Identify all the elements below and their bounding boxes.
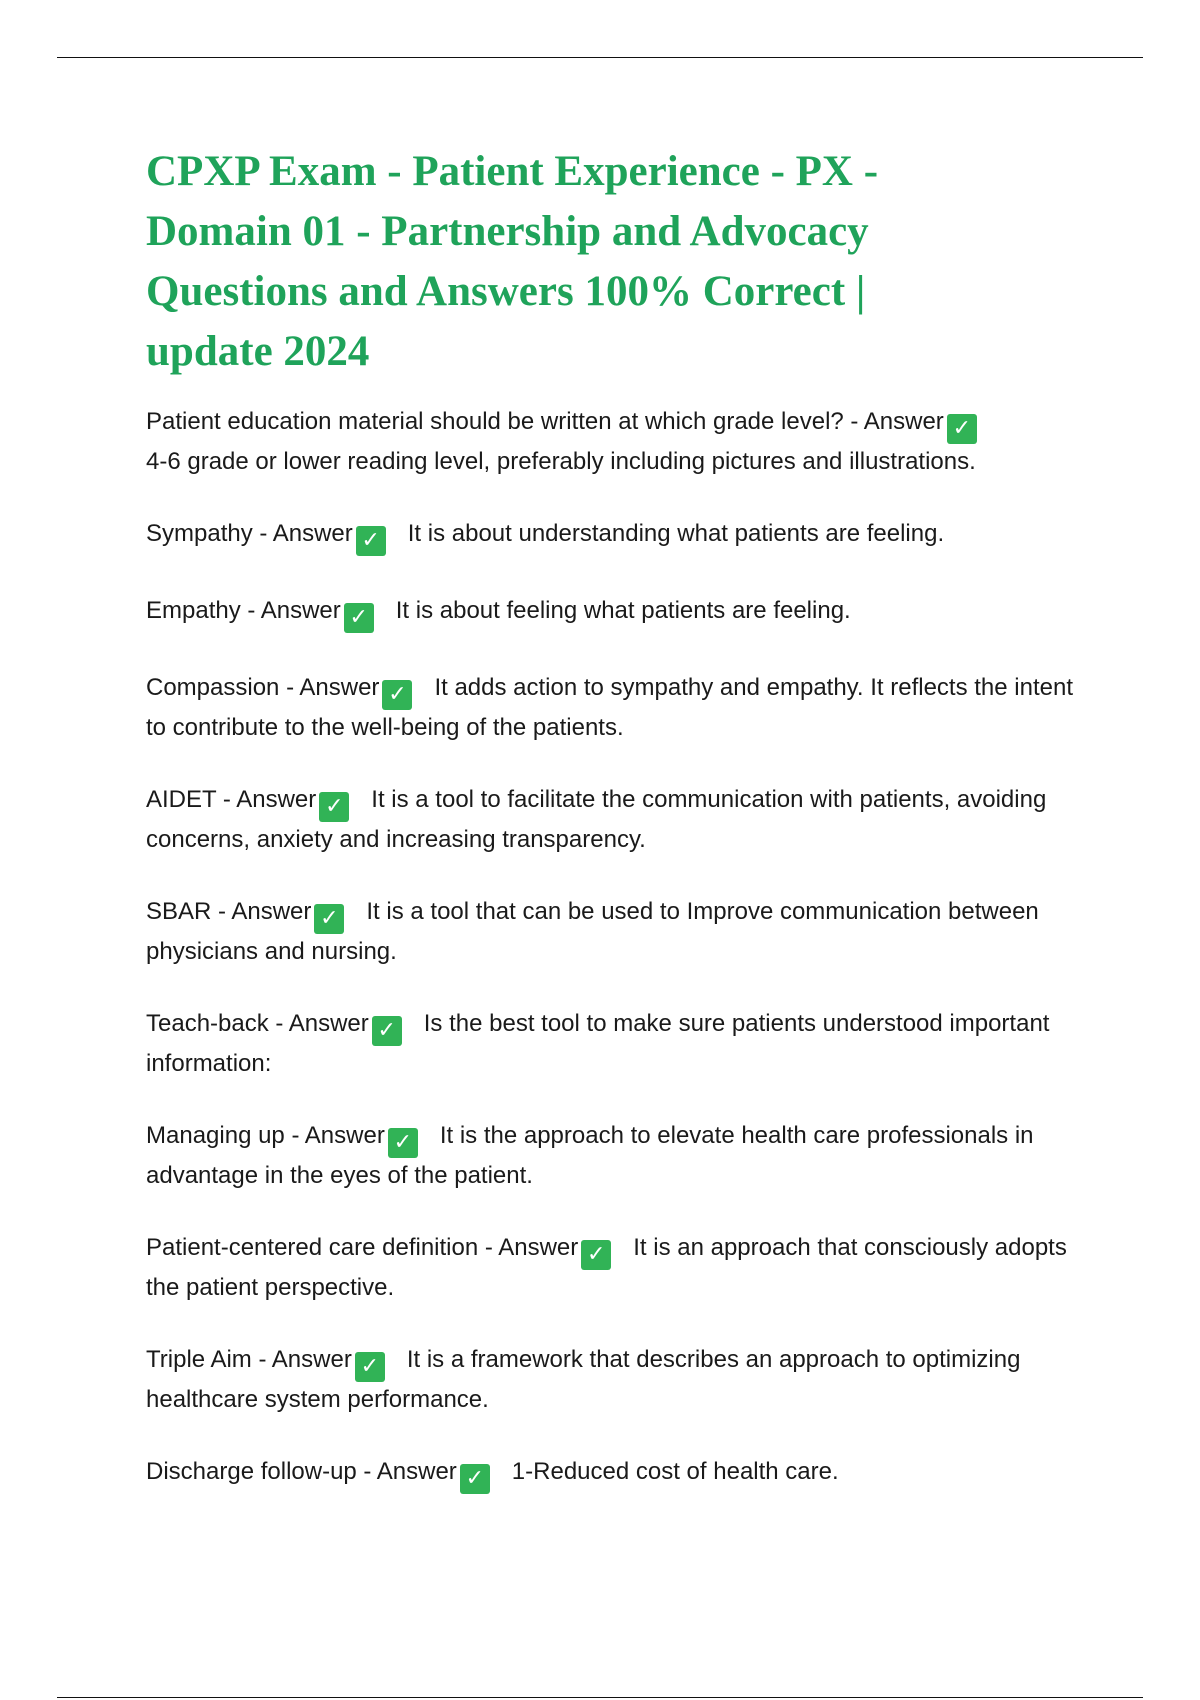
check-mark-icon: ✓	[581, 1240, 611, 1270]
document-body	[146, 142, 1086, 1531]
answer-text: Is the best tool to make sure patients understood important information:	[146, 1010, 1050, 1077]
title-line: Questions and Answers 100% Correct |	[146, 268, 866, 315]
qa-item	[146, 894, 1086, 969]
answer-text: It is about feeling what patients are feeling.	[395, 597, 851, 624]
qa-item	[146, 593, 1086, 633]
title-line: CPXP Exam - Patient Experience - PX -	[146, 148, 879, 195]
qa-item	[146, 1342, 1086, 1417]
answer-text: It is a framework that describes an approach to optimizing healthcare system performance.	[146, 1346, 1021, 1413]
qa-item	[146, 1230, 1086, 1305]
question-text: Managing up - Answer	[146, 1122, 385, 1149]
check-mark-icon: ✓	[319, 792, 349, 822]
question-text: AIDET - Answer	[146, 786, 317, 813]
qa-item	[146, 1454, 1086, 1494]
check-mark-icon: ✓	[314, 904, 344, 934]
check-mark-icon: ✓	[372, 1016, 402, 1046]
answer-text: It is the approach to elevate health care professionals in advantage in the eyes of the patient.	[146, 1122, 1034, 1189]
answer-text: 4-6 grade or lower reading level, preferably including pictures and illustrations.	[146, 448, 976, 475]
answer-text: It adds action to sympathy and empathy. It reflects the intent to contribute to the well-being of the patients.	[146, 674, 1074, 741]
answer-text: It is a tool to facilitate the communication with patients, avoiding concerns, anxiety and increasing transparency.	[146, 786, 1047, 853]
qa-item	[146, 1006, 1086, 1081]
question-text: SBAR - Answer	[146, 898, 312, 925]
answer-text: 1-Reduced cost of health care.	[511, 1458, 839, 1485]
qa-item	[146, 404, 1086, 479]
question-text: Teach-back - Answer	[146, 1010, 369, 1037]
top-divider	[57, 57, 1143, 58]
check-mark-icon: ✓	[356, 526, 386, 556]
qa-item	[146, 670, 1086, 745]
document-title	[146, 142, 1086, 382]
title-line: Domain 01 - Partnership and Advocacy	[146, 208, 869, 255]
check-mark-icon: ✓	[344, 603, 374, 633]
question-text: Patient-centered care definition - Answer	[146, 1234, 579, 1261]
question-text: Triple Aim - Answer	[146, 1346, 352, 1373]
qa-item	[146, 516, 1086, 556]
qa-list	[146, 404, 1086, 1494]
question-text: Sympathy - Answer	[146, 520, 353, 547]
title-line: update 2024	[146, 328, 370, 375]
question-text: Discharge follow-up - Answer	[146, 1458, 457, 1485]
answer-text: It is a tool that can be used to Improve communication between physicians and nursing.	[146, 898, 1039, 965]
question-text: Empathy - Answer	[146, 597, 341, 624]
check-mark-icon: ✓	[460, 1464, 490, 1494]
bottom-divider	[57, 1697, 1143, 1698]
check-mark-icon: ✓	[382, 680, 412, 710]
question-text: Compassion - Answer	[146, 674, 380, 701]
answer-text: It is an approach that consciously adopts the patient perspective.	[146, 1234, 1067, 1301]
question-text: Patient education material should be written at which grade level? - Answer	[146, 408, 944, 435]
check-mark-icon: ✓	[947, 414, 977, 444]
answer-text: It is about understanding what patients are feeling.	[407, 520, 945, 547]
check-mark-icon: ✓	[388, 1128, 418, 1158]
check-mark-icon: ✓	[355, 1352, 385, 1382]
qa-item	[146, 782, 1086, 857]
qa-item	[146, 1118, 1086, 1193]
